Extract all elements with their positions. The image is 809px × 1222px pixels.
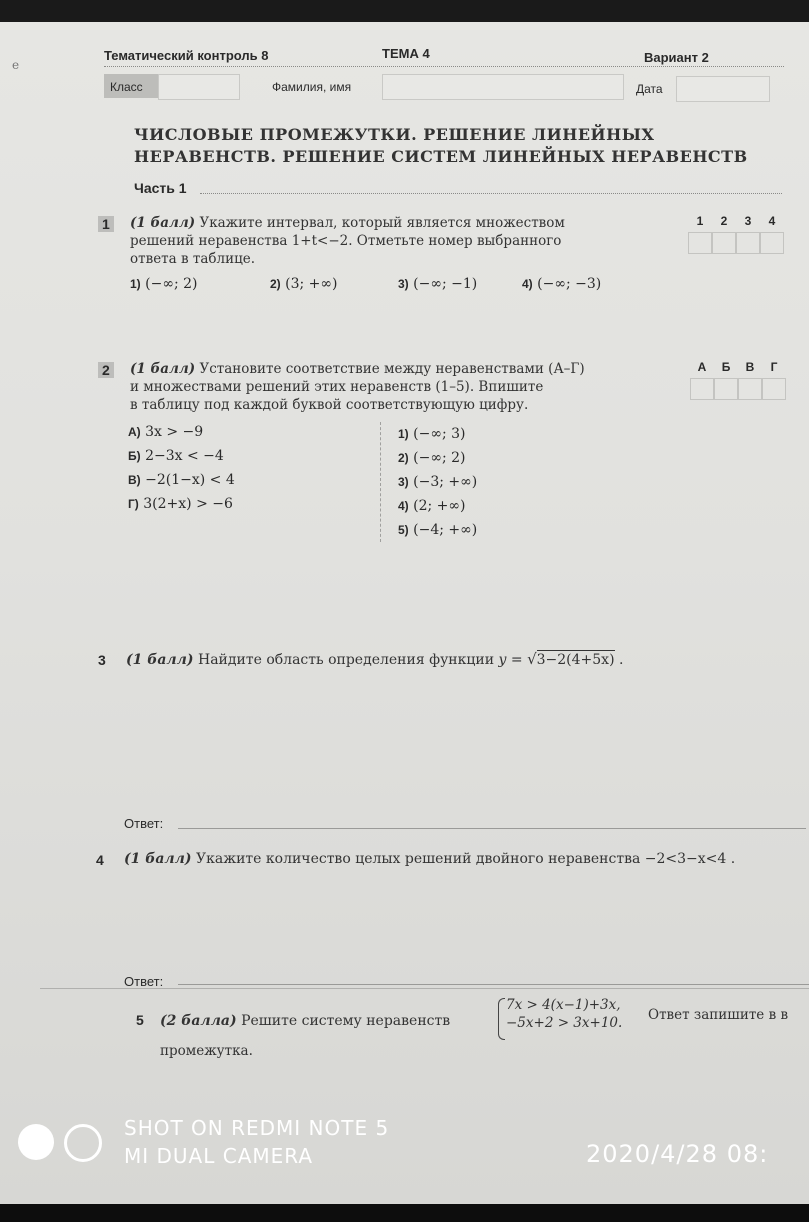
bottom-bar: [0, 1204, 809, 1222]
q5-number: 5: [136, 1012, 144, 1028]
q1-answer-cell-1[interactable]: [688, 232, 712, 254]
q3-statement: Найдите область определения функции: [198, 652, 495, 668]
q5-statement: Решите систему неравенств: [241, 1013, 451, 1029]
q1-line1: Укажите интервал, который является множеством: [199, 215, 565, 231]
q1-answer-cell-4[interactable]: [760, 232, 784, 254]
q2-answer-cell-b[interactable]: [714, 378, 738, 400]
q1-points: (1 балл): [130, 215, 196, 231]
system-brace: [498, 998, 505, 1040]
q2-answer-cell-g[interactable]: [762, 378, 786, 400]
q1-option-3: 3) (−∞; −1): [398, 276, 478, 292]
q1-option-1: 1) (−∞; 2): [130, 276, 198, 292]
q5-after: Ответ запишите в в: [648, 1007, 789, 1023]
q4-answer-label: Ответ:: [124, 974, 164, 989]
control-label: Тематический контроль 8: [104, 48, 269, 63]
q2-right-4: 4) (2; +∞): [398, 498, 466, 514]
header-divider: [104, 66, 784, 67]
q3-points: (1 балл): [126, 652, 194, 668]
q1-option-4: 4) (−∞; −3): [522, 276, 602, 292]
q3-answer-line[interactable]: [178, 828, 806, 829]
name-label: Фамилия, имя: [272, 80, 352, 94]
q1-line2: решений неравенства 1+t<−2. Отметьте номер выбранного: [130, 233, 562, 249]
q1-header-2: 2: [720, 214, 728, 228]
class-field[interactable]: [158, 74, 240, 100]
q4-answer-line[interactable]: [178, 984, 809, 985]
q5-system: [506, 996, 622, 1032]
margin-mark: e: [12, 58, 20, 72]
name-field[interactable]: [382, 74, 624, 100]
q2-left-b: Б) 2−3x < −4: [128, 448, 224, 464]
q3-answer-label: Ответ:: [124, 816, 164, 831]
q3-number: 3: [98, 652, 106, 668]
q1-text: [130, 214, 630, 268]
q2-header-b: Б: [721, 360, 731, 374]
q2-line1: Установите соответствие между неравенствами (А–Г): [199, 361, 585, 377]
q1-header-3: 3: [744, 214, 752, 228]
date-label: Дата: [636, 82, 663, 96]
page-title-line2: НЕРАВЕНСТВ. РЕШЕНИЕ СИСТЕМ ЛИНЕЙНЫХ НЕРАВЕНСТВ: [134, 147, 748, 166]
q5-text: [160, 1012, 450, 1030]
q2-text: [130, 360, 630, 414]
q3-formula-lhs: y =: [498, 652, 523, 668]
q1-header-1: 1: [696, 214, 704, 228]
q2-right-3: 3) (−3; +∞): [398, 474, 478, 490]
sqrt-icon: √: [527, 650, 537, 668]
camera-dot-outline-icon: [64, 1124, 102, 1162]
q5-line2: промежутка.: [160, 1043, 253, 1059]
variant-label: Вариант 2: [644, 50, 709, 65]
q2-header-g: Г: [770, 360, 778, 374]
q2-header-v: В: [745, 360, 755, 374]
q2-right-2: 2) (−∞; 2): [398, 450, 466, 466]
camera-dot-filled-icon: [18, 1124, 54, 1160]
q5-system-line2: −5x+2 > 3x+10.: [506, 1015, 623, 1031]
q1-line3: ответа в таблице.: [130, 251, 256, 267]
q3-end: .: [619, 652, 624, 668]
q1-option-2: 2) (3; +∞): [270, 276, 338, 292]
q2-left-a: А) 3x > −9: [128, 424, 204, 440]
q4-number: 4: [96, 852, 104, 868]
q2-points: (1 балл): [130, 361, 196, 377]
q2-answer-table-header: [690, 360, 786, 374]
q4-points: (1 балл): [124, 851, 192, 867]
q2-line2: и множествами решений этих неравенств (1–5). Впишите: [130, 379, 544, 395]
page-fold-line: [40, 988, 809, 989]
q2-answer-cell-a[interactable]: [690, 378, 714, 400]
q2-column-divider: [380, 422, 381, 542]
q1-answer-table-header: [688, 214, 784, 228]
q2-line3: в таблицу под каждой буквой соответствующую цифру.: [130, 397, 529, 413]
watermark-line1: SHOT ON REDMI NOTE 5: [124, 1116, 390, 1140]
q3-text: [126, 650, 623, 669]
q4-text: [124, 850, 735, 868]
q2-left-g: Г) 3(2+x) > −6: [128, 496, 233, 512]
q2-left-v: В) −2(1−x) < 4: [128, 472, 235, 488]
q2-right-1: 1) (−∞; 3): [398, 426, 466, 442]
q1-number: 1: [98, 216, 114, 232]
page-title-line1: ЧИСЛОВЫЕ ПРОМЕЖУТКИ. РЕШЕНИЕ ЛИНЕЙНЫХ: [134, 125, 655, 144]
q2-header-a: А: [697, 360, 707, 374]
tema-label: ТЕМА 4: [382, 46, 430, 61]
class-label: Класс: [110, 80, 143, 94]
q5-system-line1: 7x > 4(x−1)+3x,: [506, 997, 621, 1013]
q2-right-5: 5) (−4; +∞): [398, 522, 478, 538]
q2-number: 2: [98, 362, 114, 378]
watermark-line2: MI DUAL CAMERA: [124, 1144, 314, 1168]
date-field[interactable]: [676, 76, 770, 102]
q5-points: (2 балла): [160, 1013, 237, 1029]
q1-answer-cell-2[interactable]: [712, 232, 736, 254]
worksheet-page: [0, 22, 809, 1204]
q4-statement: Укажите количество целых решений двойного неравенства −2<3−x<4 .: [196, 851, 736, 867]
q3-formula-radicand: 3−2(4+5x): [536, 652, 615, 668]
q1-answer-cell-3[interactable]: [736, 232, 760, 254]
part-divider: [200, 193, 782, 194]
q1-header-4: 4: [768, 214, 776, 228]
q2-answer-cell-v[interactable]: [738, 378, 762, 400]
watermark-timestamp: 2020/4/28 08:: [586, 1140, 769, 1168]
part-label: Часть 1: [134, 180, 187, 196]
